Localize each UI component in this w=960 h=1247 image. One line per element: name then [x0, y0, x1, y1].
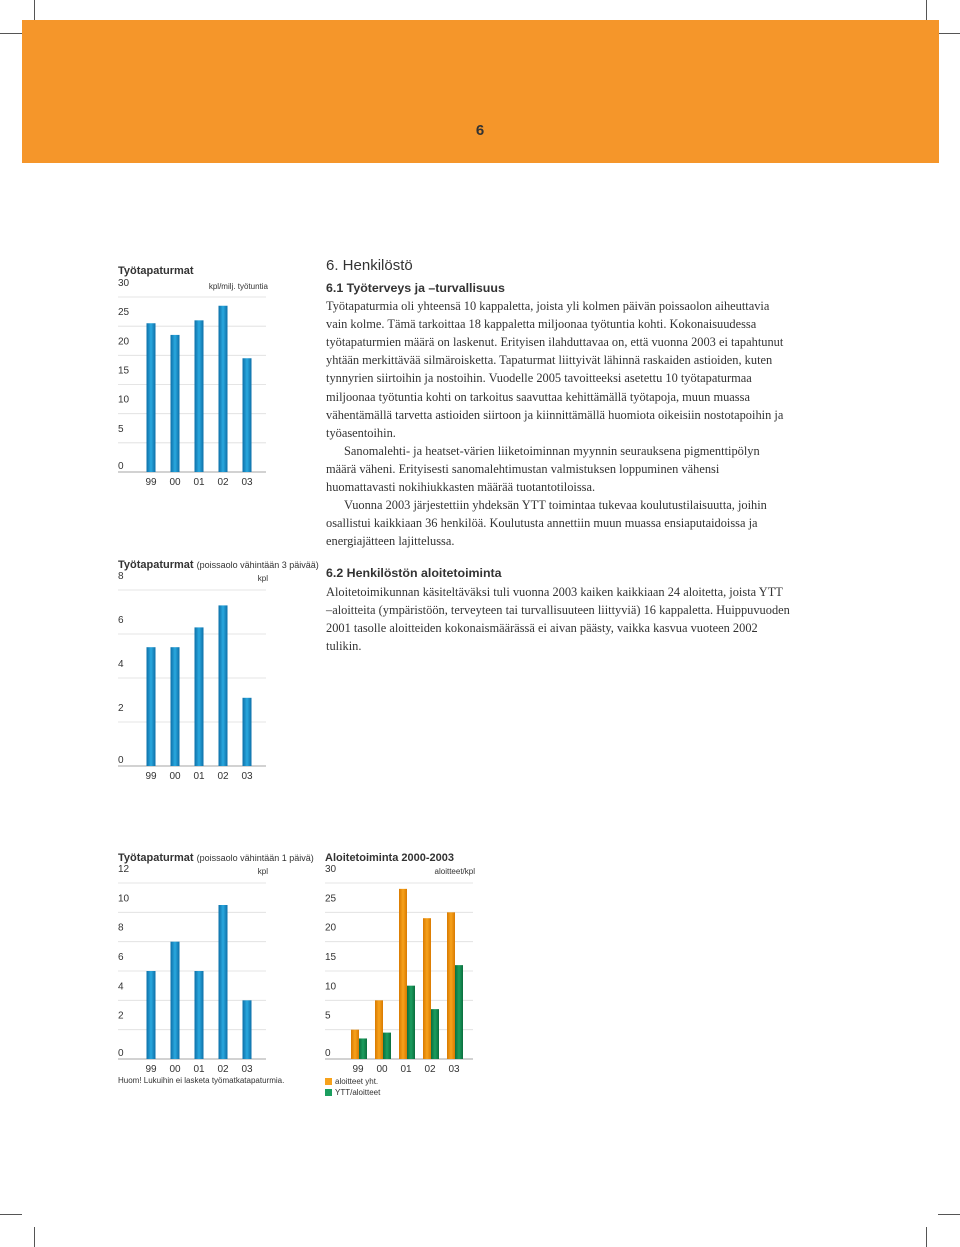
y-tick-label: 20 [118, 336, 130, 348]
x-tick-label: 99 [352, 1064, 364, 1075]
bar-total [423, 918, 431, 1059]
y-tick-label: 0 [118, 1048, 124, 1059]
x-tick-label: 01 [400, 1064, 412, 1075]
x-tick-label: 00 [169, 477, 181, 488]
chart-title: Työtapaturmat (poissaolo vähintään 3 päivää) [118, 559, 319, 571]
page-number: 6 [475, 122, 485, 139]
bar [219, 306, 228, 472]
chart-unit: kpl/milj. työtuntia [208, 282, 268, 291]
y-tick-label: 5 [118, 423, 124, 435]
chart-accidents-per-million-hours [118, 262, 268, 488]
crop-mark [0, 1214, 22, 1215]
legend-item [325, 1076, 380, 1087]
chart-title: Aloitetoiminta 2000-2003 [325, 852, 454, 864]
y-tick-label: 6 [118, 615, 124, 626]
x-tick-label: 00 [169, 771, 181, 782]
x-tick-label: 01 [193, 1064, 205, 1075]
chart-accidents-3-days [118, 556, 319, 782]
x-tick-label: 00 [376, 1064, 388, 1075]
bar [243, 358, 252, 472]
section-heading: 6. Henkilöstö [326, 257, 413, 274]
bar [171, 942, 180, 1059]
bar [147, 323, 156, 472]
y-tick-label: 30 [118, 278, 130, 289]
x-tick-label: 01 [193, 477, 205, 488]
y-tick-label: 4 [118, 981, 124, 993]
bar [195, 971, 204, 1059]
bar-total [351, 1030, 359, 1059]
bar-total [447, 912, 455, 1059]
y-tick-label: 2 [118, 703, 124, 714]
y-tick-label: 10 [118, 893, 130, 905]
x-tick-label: 03 [241, 771, 253, 782]
x-tick-label: 99 [145, 477, 157, 488]
bar-ytt [455, 965, 463, 1059]
chart-plot [118, 262, 268, 488]
x-tick-label: 03 [448, 1064, 460, 1075]
paragraph: Sanomalehti- ja heatset-värien liiketoiminnan myynnin seurauksena pigmenttipölyn määrä väheni. Erityisesti sanomalehtimustan valmistuksen loppuminen vähensi huomattavasti nokihiukkasten määrää tuotantotiloissa. [326, 443, 760, 495]
legend-label: aloitteet yht. [335, 1077, 379, 1086]
y-tick-label: 10 [325, 981, 337, 993]
chart-title: Työtapaturmat (poissaolo vähintään 1 päivä) [118, 852, 314, 864]
x-tick-label: 03 [241, 477, 253, 488]
crop-mark [926, 0, 927, 20]
crop-mark [34, 0, 35, 20]
y-tick-label: 25 [325, 893, 337, 905]
chart-note: Huom! Lukuihin ei lasketa työmatkatapaturmia. [118, 1076, 285, 1085]
y-tick-label: 0 [118, 755, 124, 766]
chart-plot [118, 849, 268, 1075]
bar [195, 627, 204, 766]
bar [171, 647, 180, 766]
bar [147, 647, 156, 766]
chart-unit: kpl [257, 867, 268, 876]
y-tick-label: 20 [325, 922, 337, 934]
chart-plot [325, 849, 475, 1075]
y-tick-label: 30 [325, 864, 337, 875]
crop-mark [926, 1227, 927, 1247]
legend-swatch [325, 1089, 332, 1096]
header-banner [22, 20, 939, 163]
y-tick-label: 15 [325, 952, 337, 963]
bar [243, 1000, 252, 1059]
y-tick-label: 6 [118, 952, 124, 963]
chart-title: Työtapaturmat [118, 265, 194, 277]
x-tick-label: 02 [217, 477, 229, 488]
chart-legend [325, 1076, 380, 1098]
bar-ytt [407, 986, 415, 1059]
legend-item [325, 1087, 380, 1098]
bar [171, 335, 180, 472]
subsection-heading: 6.1 Työterveys ja –turvallisuus [326, 281, 505, 295]
paragraph: Aloitetoimikunnan käsiteltäväksi tuli vuonna 2003 kaiken kaikkiaan 24 aloitetta, joista YTT –aloitteita (ympäristöön, terveyteen tai turvallisuuteen liittyviä) 16 kappaletta. Huippuvuoden 2001 tasolle aloitteiden kokonaismäärässä ei aivan päästy, vaikka kasvua vuoteen 2002 tulikin. [326, 584, 790, 653]
bar [147, 971, 156, 1059]
y-tick-label: 8 [118, 571, 124, 582]
x-tick-label: 01 [193, 771, 205, 782]
bar-total [399, 889, 407, 1059]
x-tick-label: 02 [217, 771, 229, 782]
x-tick-label: 99 [145, 1064, 157, 1075]
body-text [326, 256, 790, 655]
bar-ytt [431, 1009, 439, 1059]
chart-accidents-1-day [118, 849, 314, 1085]
bar-total [375, 1000, 383, 1059]
chart-unit: kpl [257, 574, 268, 583]
paragraph: Työtapaturmia oli yhteensä 10 kappaletta, joista yli kolmen päivän poissaolon aiheuttavia vain kolme. Tämä tarkoittaa 18 kappaletta miljoonaa työtuntia kohti. Kokonaisuudessa työtapaturmien määrä on laskenut. Erityisen ilahduttavaa on, että vuonna 2003 ei tapahtunut yhtään merkittävää silmäroisketta. Tapaturmat liittyivät lähinnä raskaiden astioiden, kuten tynnyrien siirtoihin ja nostoihin. Vuodelle 2005 tavoitteeksi asetettu 10 työtapaturmaa miljoonaa työtuntia kohti on tarkoitus saavuttaa kehittämällä työtapoja, muun muassa vähentämällä tarvetta astioiden siirtoon ja kiinnittämällä huomiota oikeisiin nostotapoihin ja työasentoihin. [326, 299, 784, 440]
x-tick-label: 00 [169, 1064, 181, 1075]
y-tick-label: 0 [118, 461, 124, 472]
y-tick-label: 0 [325, 1048, 331, 1059]
bar [195, 320, 204, 472]
x-tick-label: 99 [145, 771, 157, 782]
bar [219, 905, 228, 1059]
legend-label: YTT/aloitteet [335, 1088, 381, 1097]
paragraph: Vuonna 2003 järjestettiin yhdeksän YTT toimintaa tukevaa koulutustilaisuutta, joihin osallistui kaikkiaan 36 henkilöä. Koulutusta annettiin muun muassa ensiaputaidoissa ja energiajätteen lajittelussa. [326, 498, 767, 549]
bar-ytt [359, 1038, 367, 1059]
crop-mark [34, 1227, 35, 1247]
y-tick-label: 2 [118, 1010, 124, 1022]
y-tick-label: 8 [118, 922, 124, 934]
chart-suggestions [325, 849, 475, 1097]
legend-swatch [325, 1078, 332, 1085]
subsection-heading: 6.2 Henkilöstön aloitetoiminta [326, 566, 502, 581]
crop-mark [938, 1214, 960, 1215]
y-tick-label: 12 [118, 864, 130, 875]
chart-unit: aloitteet/kpl [434, 867, 475, 876]
x-tick-label: 02 [424, 1064, 436, 1075]
x-tick-label: 03 [241, 1064, 253, 1075]
crop-mark [938, 33, 960, 34]
y-tick-label: 15 [118, 365, 130, 377]
y-tick-label: 5 [325, 1010, 331, 1022]
y-tick-label: 10 [118, 394, 130, 406]
y-tick-label: 25 [118, 307, 130, 319]
bar-ytt [383, 1033, 391, 1059]
chart-plot [118, 556, 268, 782]
x-tick-label: 02 [217, 1064, 229, 1075]
bar [243, 698, 252, 766]
y-tick-label: 4 [118, 659, 124, 670]
crop-mark [0, 33, 22, 34]
bar [219, 605, 228, 766]
